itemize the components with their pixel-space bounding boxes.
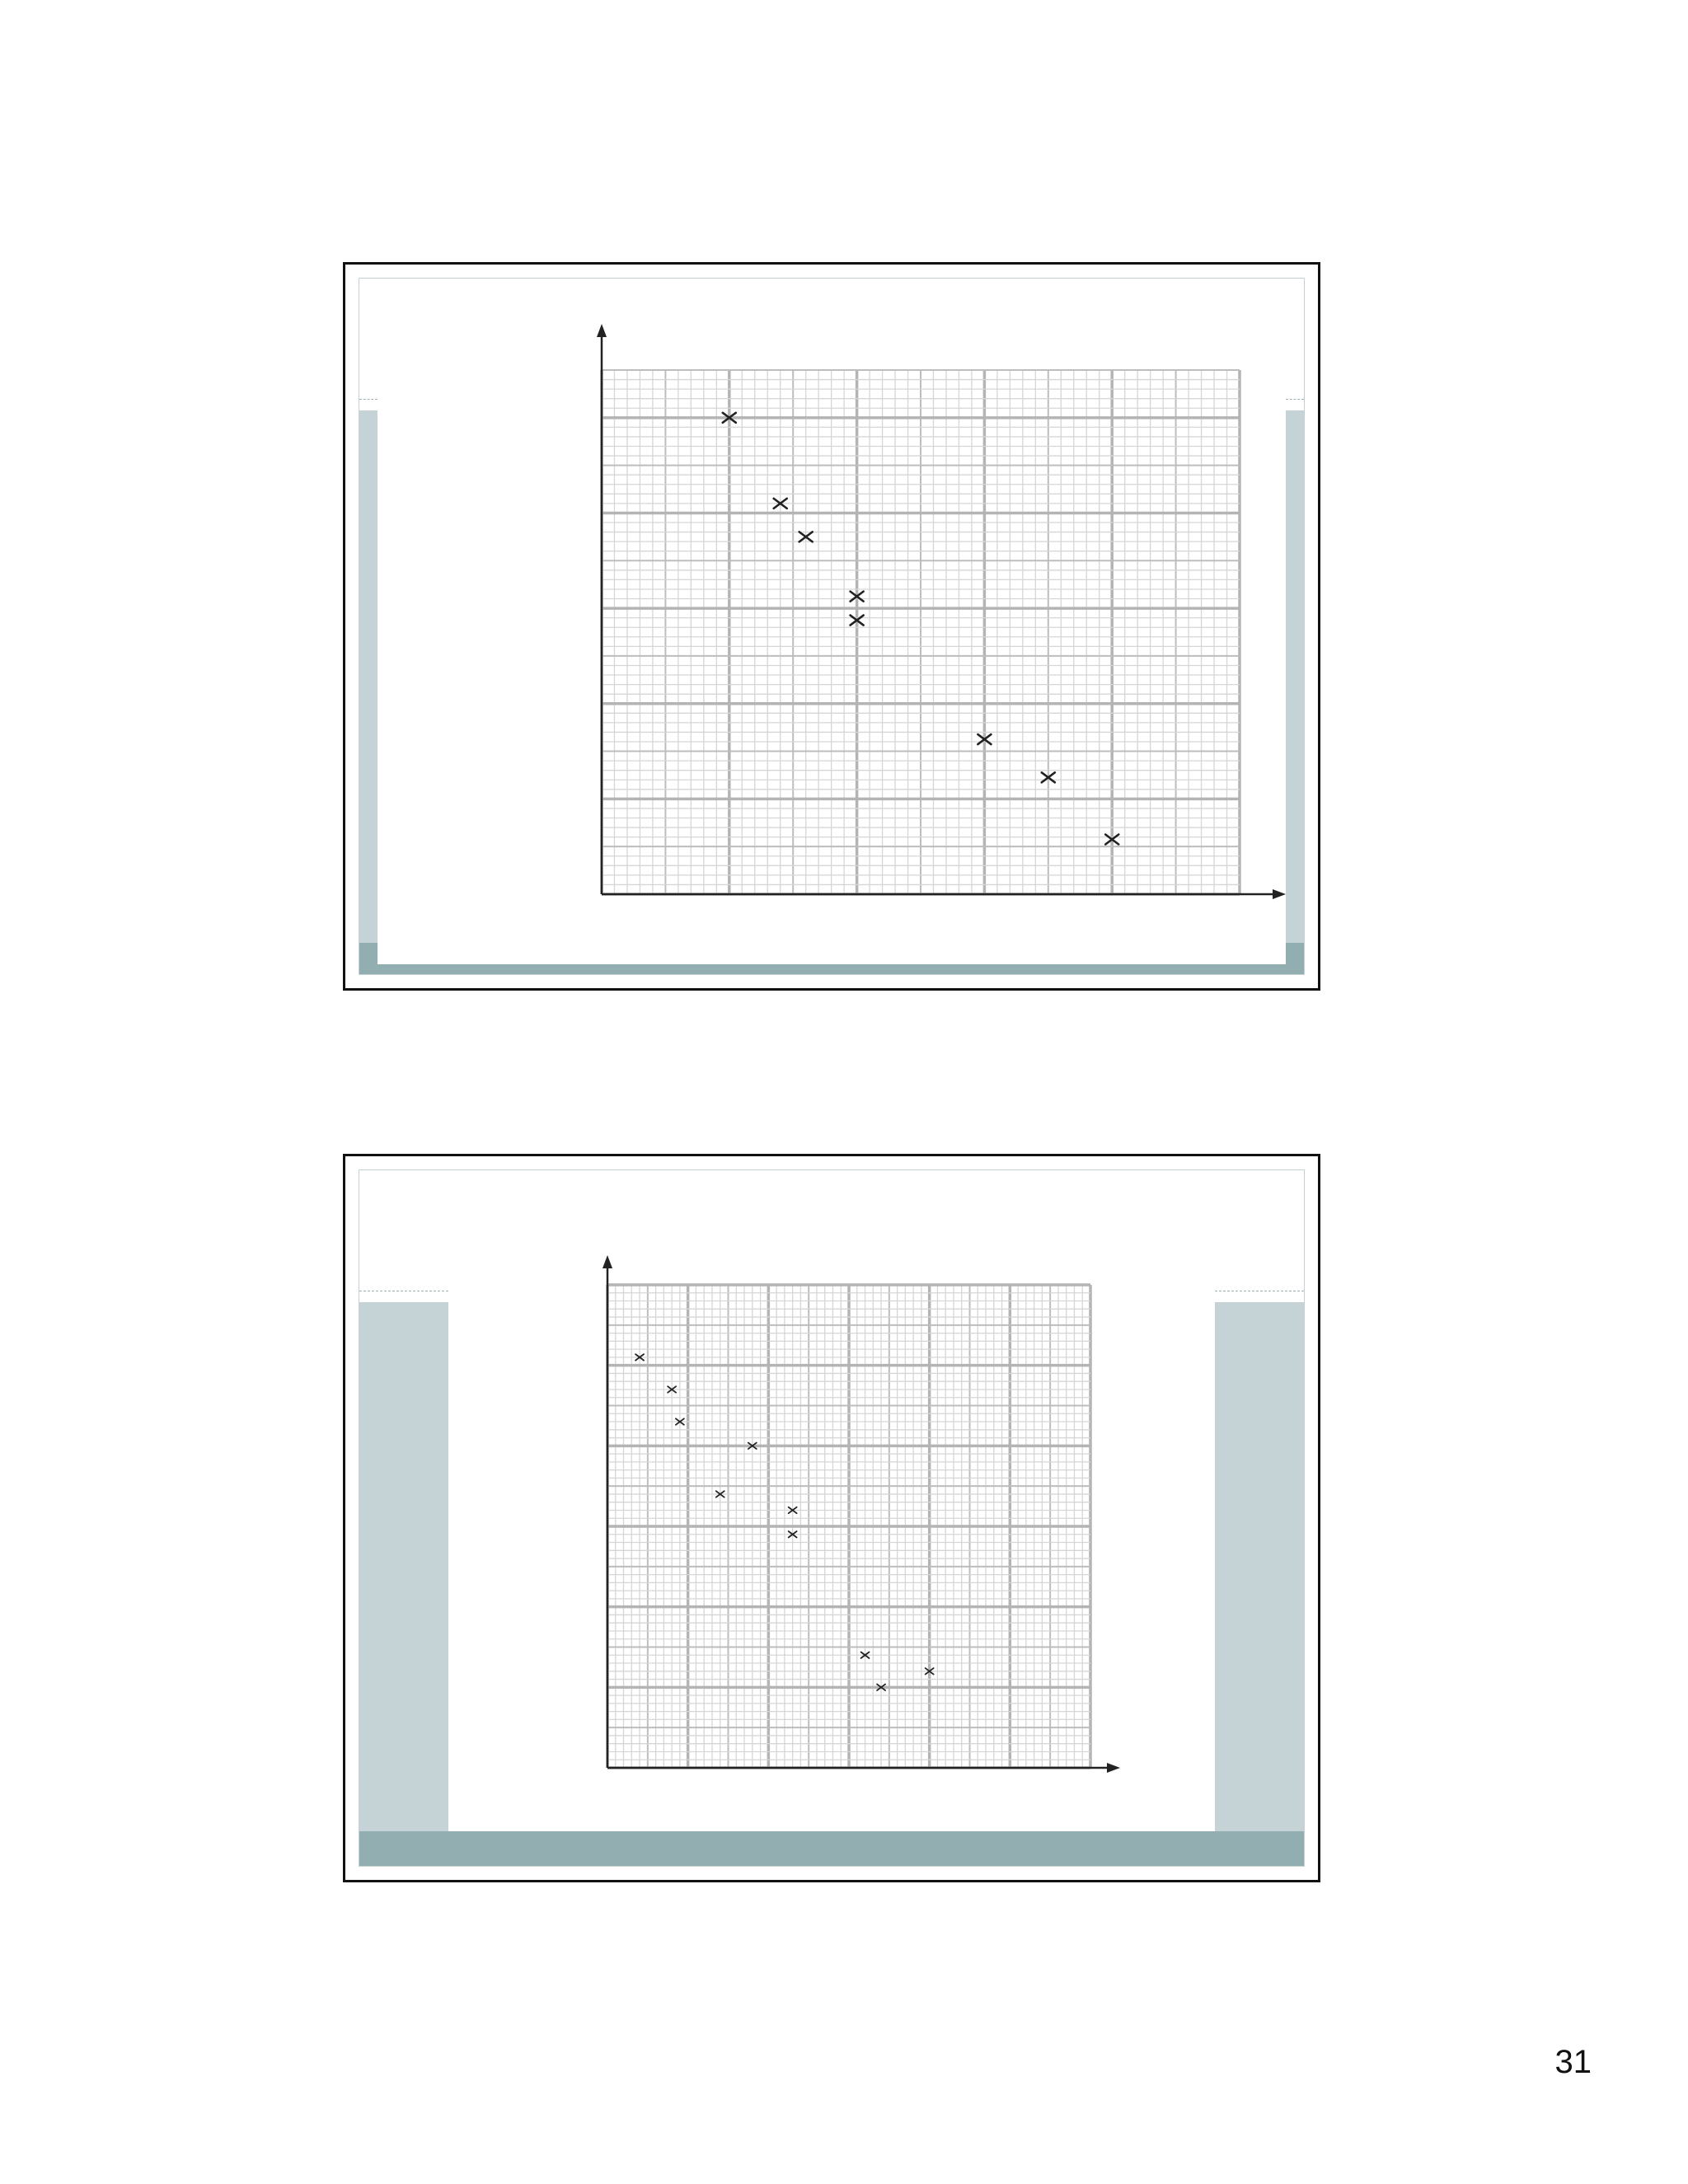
y-axis-arrow-icon (603, 1255, 612, 1268)
grid (602, 370, 1240, 894)
x-axis-arrow-icon (1107, 1763, 1120, 1773)
slide-1 (343, 262, 1320, 991)
grid (607, 1285, 1090, 1768)
page-number: 31 (1554, 2044, 1592, 2080)
y-axis-arrow-icon (597, 324, 607, 337)
slide-2 (343, 1154, 1320, 1882)
scatter-chart-1 (345, 265, 1323, 993)
scatter-chart-2 (345, 1156, 1323, 1885)
x-axis-arrow-icon (1273, 889, 1286, 899)
